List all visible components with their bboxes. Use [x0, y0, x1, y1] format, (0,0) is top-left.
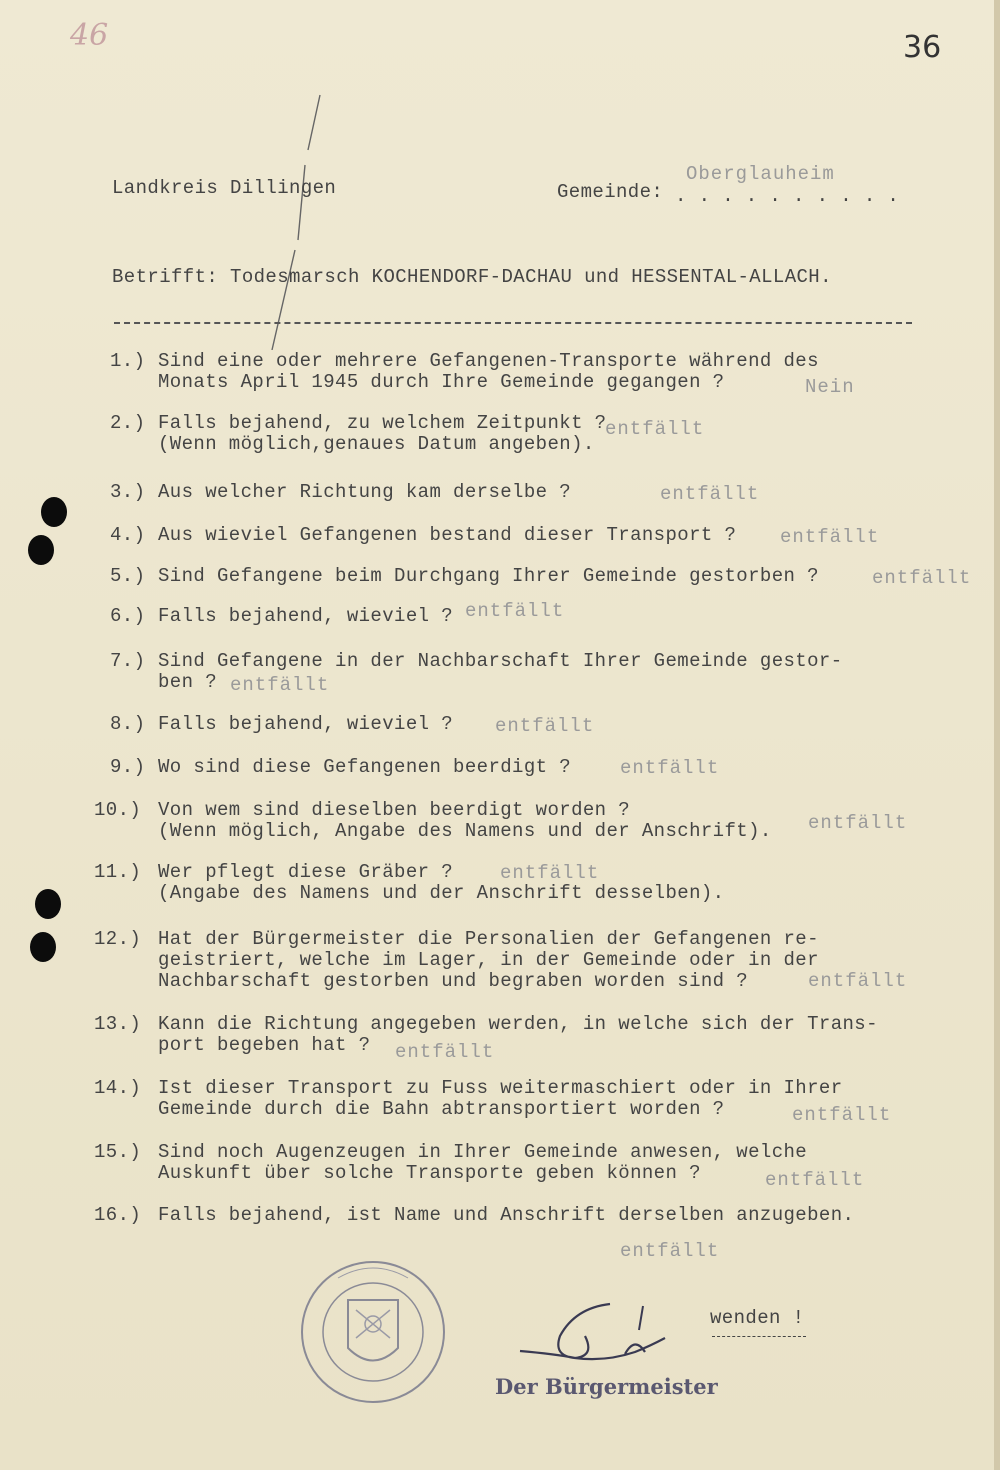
question-answer: entfällt [872, 567, 972, 589]
question-number: 7.) [110, 650, 146, 672]
question-text-line: (Angabe des Namens und der Anschrift desselben). [158, 882, 725, 904]
question-answer: entfällt [808, 970, 908, 992]
question-text-line: Auskunft über solche Transporte geben können ? [158, 1162, 701, 1184]
gemeinde-value: Oberglauheim [686, 163, 835, 185]
municipal-seal-stamp [298, 1258, 448, 1406]
question-answer: entfällt [495, 715, 595, 737]
question-text-line: (Wenn möglich, Angabe des Namens und der Anschrift). [158, 820, 772, 842]
question-number: 3.) [110, 481, 146, 503]
question-answer: entfällt [230, 674, 330, 696]
question-text-line: (Wenn möglich,genaues Datum angeben). [158, 433, 595, 455]
question-text-line: Aus welcher Richtung kam derselbe ? [158, 481, 572, 503]
question-text-line: Monats April 1945 durch Ihre Gemeinde gegangen ? [158, 371, 725, 393]
question-text-line: Falls bejahend, wieviel ? [158, 605, 454, 627]
question-answer: entfällt [808, 812, 908, 834]
gemeinde-dots: . . . . . . . . . . [675, 185, 900, 207]
question-text-line: Hat der Bürgermeister die Personalien der Gefangenen re- [158, 928, 819, 950]
question-number: 4.) [110, 524, 146, 546]
question-text-line: Falls bejahend, zu welchem Zeitpunkt ? [158, 412, 607, 434]
question-answer: entfällt [792, 1104, 892, 1126]
question-text-line: Wer pflegt diese Gräber ? [158, 861, 454, 883]
question-text-line: port begeben hat ? [158, 1034, 371, 1056]
question-text-line: Sind eine oder mehrere Gefangenen-Transporte während des [158, 350, 819, 372]
question-text-line: Nachbarschaft gestorben und begraben worden sind ? [158, 970, 749, 992]
question-text-line: Sind Gefangene in der Nachbarschaft Ihrer Gemeinde gestor- [158, 650, 843, 672]
landkreis-label: Landkreis Dillingen [112, 177, 337, 199]
question-text-line: Wo sind diese Gefangenen beerdigt ? [158, 756, 572, 778]
question-number: 6.) [110, 605, 146, 627]
question-number: 15.) [94, 1141, 142, 1163]
question-number: 10.) [94, 799, 142, 821]
question-answer: Nein [805, 376, 855, 398]
mayor-title: Der Bürgermeister [495, 1374, 718, 1399]
question-number: 1.) [110, 350, 146, 372]
question-text-line: Sind noch Augenzeugen in Ihrer Gemeinde anwesen, welche [158, 1141, 808, 1163]
question-answer: entfällt [765, 1169, 865, 1191]
question-text-line: Falls bejahend, ist Name und Anschrift derselben anzugeben. [158, 1204, 855, 1226]
question-number: 12.) [94, 928, 142, 950]
question-number: 11.) [94, 861, 142, 883]
question-text-line: Falls bejahend, wieviel ? [158, 713, 454, 735]
subject-line: Betrifft: Todesmarsch KOCHENDORF-DACHAU und HESSENTAL-ALLACH. [112, 266, 832, 288]
question-answer: entfällt [660, 483, 760, 505]
question-text-line: Aus wieviel Gefangenen bestand dieser Transport ? [158, 524, 737, 546]
question-number: 16.) [94, 1204, 142, 1226]
question-text-line: Kann die Richtung angegeben werden, in welche sich der Trans- [158, 1013, 878, 1035]
question-answer: entfällt [620, 1240, 720, 1262]
turn-over-underline [712, 1336, 806, 1337]
question-number: 2.) [110, 412, 146, 434]
question-answer: entfällt [620, 757, 720, 779]
page-number: 36 [903, 30, 942, 65]
question-text-line: Sind Gefangene beim Durchgang Ihrer Gemeinde gestorben ? [158, 565, 819, 587]
question-number: 5.) [110, 565, 146, 587]
punch-hole [30, 932, 56, 962]
question-answer: entfällt [395, 1041, 495, 1063]
question-answer: entfällt [605, 418, 705, 440]
question-text-line: Gemeinde durch die Bahn abtransportiert worden ? [158, 1098, 725, 1120]
punch-hole [35, 889, 61, 919]
turn-over-note: wenden ! [710, 1307, 805, 1329]
question-number: 9.) [110, 756, 146, 778]
question-number: 8.) [110, 713, 146, 735]
question-answer: entfällt [780, 526, 880, 548]
question-text-line: geistriert, welche im Lager, in der Gemeinde oder in der [158, 949, 819, 971]
question-number: 14.) [94, 1077, 142, 1099]
question-text-line: Von wem sind dieselben beerdigt worden ? [158, 799, 631, 821]
question-text-line: Ist dieser Transport zu Fuss weitermaschiert oder in Ihrer [158, 1077, 843, 1099]
mayor-signature [515, 1296, 675, 1376]
question-answer: entfällt [500, 862, 600, 884]
question-number: 13.) [94, 1013, 142, 1035]
page-edge [994, 0, 1000, 1470]
corner-handwritten-mark: 46 [70, 18, 109, 53]
punch-hole [41, 497, 67, 527]
question-text-line: ben ? [158, 671, 218, 693]
separator-rule [114, 322, 912, 324]
gemeinde-label: Gemeinde: [557, 181, 664, 203]
question-answer: entfällt [465, 600, 565, 622]
pencil-stroke [250, 90, 330, 350]
punch-hole [28, 535, 54, 565]
